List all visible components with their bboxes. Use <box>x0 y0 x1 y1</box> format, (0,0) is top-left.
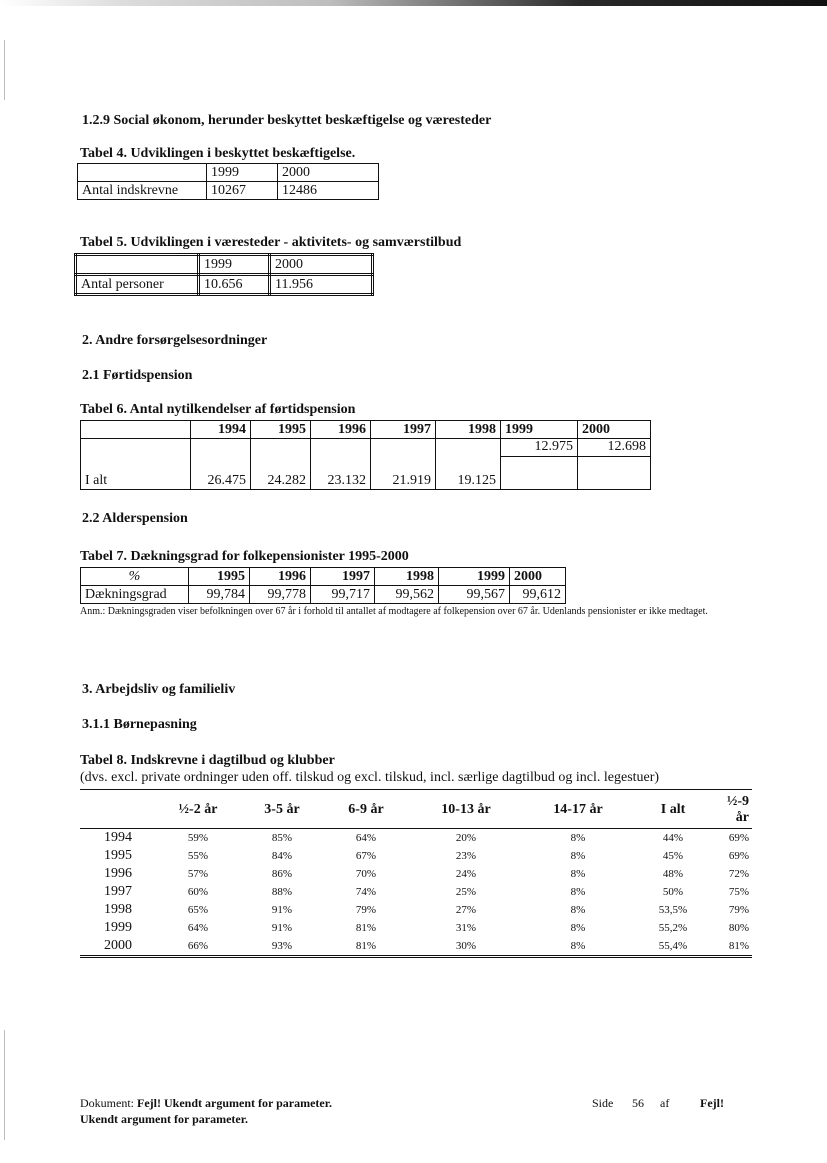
table-cell: 72% <box>728 868 749 880</box>
table-header-cell: 6-9 år <box>324 792 408 829</box>
table-cell: 8% <box>570 904 586 916</box>
table-cell <box>578 457 651 490</box>
table-header-cell: I alt <box>632 792 714 829</box>
table-header-row <box>76 255 373 275</box>
table-rule <box>80 789 752 790</box>
table-row <box>80 847 752 865</box>
table-cell: 20% <box>455 832 477 844</box>
table-header-cell: 1996 <box>311 421 371 439</box>
table-cell: 64% <box>187 922 209 934</box>
footer-error: Fejl! <box>700 1096 724 1110</box>
table-cell: 91% <box>271 922 293 934</box>
table-cell: 12486 <box>278 182 379 200</box>
table-row <box>81 586 566 604</box>
table-cell: 48% <box>662 868 684 880</box>
table-corner-cell: % <box>81 568 189 586</box>
table-cell: 31% <box>455 922 477 934</box>
table-cell: 80% <box>728 922 749 934</box>
table-7 <box>80 567 566 604</box>
table-cell: 99,567 <box>439 586 510 604</box>
table-header-cell: 1999 <box>199 255 270 275</box>
table-cell: 19.125 <box>436 439 501 490</box>
table-header-cell: ½-9 år <box>714 792 752 829</box>
table-cell: 44% <box>662 832 684 844</box>
footer-doc-error: Fejl! Ukendt argument for parameter. <box>137 1096 332 1110</box>
table-cell: 45% <box>662 850 684 862</box>
table-row-label: I alt <box>81 439 191 490</box>
section-heading: 3.1.1 Børnepasning <box>82 717 197 732</box>
table-header-cell: 1994 <box>191 421 251 439</box>
table-cell: 81% <box>714 937 752 957</box>
table-cell: 88% <box>271 886 293 898</box>
table-subtitle: (dvs. excl. private ordninger uden off. tilskud og excl. tilskud, incl. særlige dagtilbud og incl. legestuer) <box>80 770 660 785</box>
table-header-cell: 2000 <box>278 164 379 182</box>
table-cell: 86% <box>271 868 293 880</box>
table-header-cell: 1996 <box>250 568 311 586</box>
table-cell: 8% <box>570 850 586 862</box>
table-caption: Tabel 6. Antal nytilkendelser af førtidspension <box>80 402 356 417</box>
table-cell: 99,612 <box>510 586 566 604</box>
table-cell: 12.975 <box>501 439 578 457</box>
table-cell: 60% <box>187 886 209 898</box>
table-corner-cell <box>80 792 156 829</box>
table-header-cell: 1998 <box>375 568 439 586</box>
table-cell: 26.475 <box>191 439 251 490</box>
table-cell: 59% <box>187 832 209 844</box>
table-cell: 11.956 <box>270 275 373 295</box>
table-row-label: 2000 <box>80 937 156 957</box>
scan-margin-line <box>4 40 5 100</box>
table-cell: 70% <box>355 868 377 880</box>
footer-document-line <box>80 1096 332 1111</box>
table-cell: 79% <box>355 904 377 916</box>
table-header-cell: 3-5 år <box>240 792 324 829</box>
table-header-cell: 1999 <box>501 421 578 439</box>
table-header-cell: 2000 <box>270 255 373 275</box>
table-cell: 99,717 <box>311 586 375 604</box>
table-cell: 8% <box>570 886 586 898</box>
table-row <box>80 829 752 848</box>
table-cell: 64% <box>355 832 377 844</box>
table-caption: Tabel 5. Udviklingen i væresteder - aktivitets- og samværstilbud <box>80 235 462 250</box>
table-cell: 24% <box>455 868 477 880</box>
table-cell <box>501 457 578 490</box>
section-heading: 3. Arbejdsliv og familieliv <box>82 682 236 697</box>
table-row <box>76 275 373 295</box>
footer-page-number: 56 <box>632 1096 644 1110</box>
table-cell: 55,4% <box>632 937 714 957</box>
table-header-cell: 1999 <box>439 568 510 586</box>
table-cell: 24.282 <box>251 439 311 490</box>
table-6 <box>80 420 651 490</box>
table-row-label: 1996 <box>104 866 132 881</box>
table-row <box>81 439 651 457</box>
table-cell: 81% <box>324 937 408 957</box>
table-cell: 93% <box>240 937 324 957</box>
table-row-label: Antal personer <box>76 275 199 295</box>
table-cell: 25% <box>455 886 477 898</box>
table-row-label: Dækningsgrad <box>81 586 189 604</box>
section-heading: 1.2.9 Social økonom, herunder beskyttet beskæftigelse og væresteder <box>82 113 492 128</box>
table-header-cell: 2000 <box>510 568 566 586</box>
table-cell: 27% <box>455 904 477 916</box>
table-cell: 23.132 <box>311 439 371 490</box>
table-cell: 74% <box>355 886 377 898</box>
table-row-label: 1998 <box>104 902 132 917</box>
table-cell: 75% <box>728 886 749 898</box>
table-cell: 10.656 <box>199 275 270 295</box>
table-8 <box>80 792 752 958</box>
table-header-cell: 10-13 år <box>408 792 524 829</box>
table-5 <box>74 253 374 296</box>
table-header-cell: 1997 <box>371 421 436 439</box>
table-cell: 30% <box>408 937 524 957</box>
table-cell: 55,2% <box>658 922 688 934</box>
table-caption: Tabel 4. Udviklingen i beskyttet beskæftigelse. <box>80 146 356 161</box>
table-cell: 65% <box>187 904 209 916</box>
table-cell: 66% <box>156 937 240 957</box>
footer-doc-label: Dokument: <box>80 1096 134 1110</box>
table-cell: 91% <box>271 904 293 916</box>
table-4 <box>77 163 379 200</box>
table-cell: 23% <box>455 850 477 862</box>
table-cell: 55% <box>187 850 209 862</box>
table-header-cell: 1997 <box>311 568 375 586</box>
table-row <box>80 883 752 901</box>
table-header-cell: 1995 <box>251 421 311 439</box>
table-row-label: 1995 <box>104 848 132 863</box>
table-header-cell: ½-2 år <box>156 792 240 829</box>
table-cell: 79% <box>728 904 749 916</box>
table-cell: 85% <box>271 832 293 844</box>
footer-af: af <box>660 1096 670 1110</box>
table-header-row <box>78 164 379 182</box>
table-caption: Tabel 8. Indskrevne i dagtilbud og klubber <box>80 753 335 768</box>
table-header-row <box>81 421 651 439</box>
table-cell: 67% <box>355 850 377 862</box>
table-row-label: 1999 <box>104 920 132 935</box>
table-cell: 53,5% <box>658 904 688 916</box>
table-corner-cell <box>81 421 191 439</box>
table-cell: 21.919 <box>371 439 436 490</box>
table-cell: 10267 <box>207 182 278 200</box>
table-cell: 57% <box>187 868 209 880</box>
table-cell: 81% <box>355 922 377 934</box>
table-header-cell: 1999 <box>207 164 278 182</box>
section-heading: 2.2 Alderspension <box>82 511 188 526</box>
table-cell: 12.698 <box>578 439 651 457</box>
table-cell: 69% <box>728 832 749 844</box>
table-row <box>80 937 752 957</box>
scan-top-edge <box>0 0 827 6</box>
table-row <box>80 901 752 919</box>
table-cell: 99,778 <box>250 586 311 604</box>
table-cell: 8% <box>570 832 586 844</box>
scan-margin-line <box>4 1030 5 1140</box>
table-header-cell: 2000 <box>578 421 651 439</box>
table-header-row <box>81 568 566 586</box>
footer-page-label: Side <box>592 1096 614 1110</box>
table-row-label: 1994 <box>104 830 132 845</box>
table-cell: 84% <box>271 850 293 862</box>
table-cell: 8% <box>570 922 586 934</box>
section-heading: 2. Andre forsørgelsesordninger <box>82 333 268 348</box>
table-row-label: Antal indskrevne <box>78 182 207 200</box>
table-header-cell: 1998 <box>436 421 501 439</box>
table-header-row <box>80 792 752 829</box>
table-header-cell: 14-17 år <box>524 792 632 829</box>
table-row <box>80 865 752 883</box>
table-corner-cell <box>78 164 207 182</box>
table-corner-cell <box>76 255 199 275</box>
table-cell: 99,562 <box>375 586 439 604</box>
table-cell: 8% <box>570 868 586 880</box>
table-cell: 8% <box>524 937 632 957</box>
table-header-cell: 1995 <box>189 568 250 586</box>
footer-line-2: Ukendt argument for parameter. <box>80 1112 248 1126</box>
table-caption: Tabel 7. Dækningsgrad for folkepensionister 1995-2000 <box>80 549 409 564</box>
table-row-label: 1997 <box>104 884 132 899</box>
table-cell: 69% <box>728 850 749 862</box>
section-heading: 2.1 Førtidspension <box>82 368 193 383</box>
table-row <box>78 182 379 200</box>
table-note: Anm.: Dækningsgraden viser befolkningen over 67 år i forhold til antallet af modtagere af folkepension over 67 år. Udenlands pensionister er ikke medtaget. <box>80 606 708 617</box>
table-cell: 50% <box>662 886 684 898</box>
table-cell: 99,784 <box>189 586 250 604</box>
table-row <box>80 919 752 937</box>
